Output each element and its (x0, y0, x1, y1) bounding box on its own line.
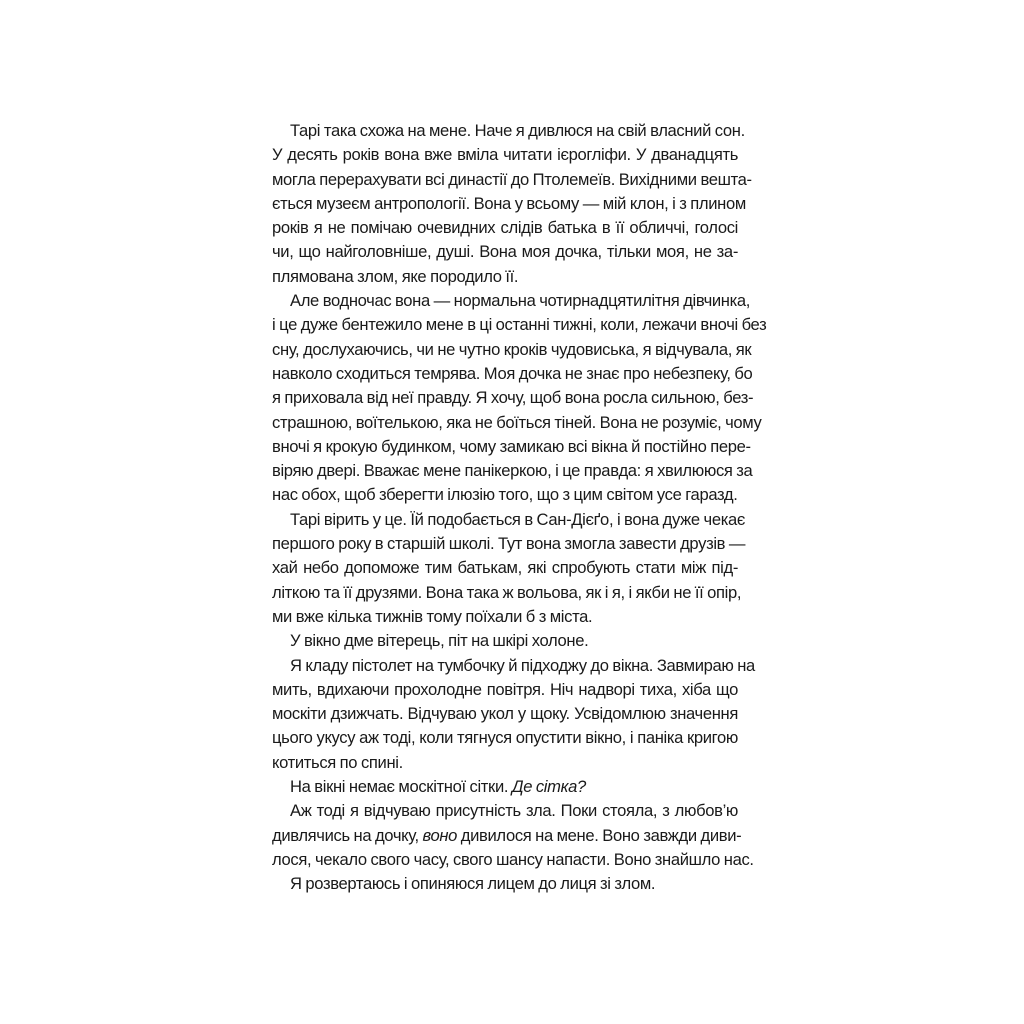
text-line: навколо сходиться темрява. Моя дочка не знає про небезпеку, бо (272, 363, 753, 383)
text-line: ється музеєм антропології. Вона у всьому — мій клон, і з плином (272, 193, 746, 213)
text-line: вночі я крокую будинком, чому замикаю всі вікна й постійно пере- (272, 436, 751, 456)
text-line: нас обох, щоб зберегти ілюзію того, що з цим світом усе гаразд. (272, 485, 738, 505)
text-line: я приховала від неї правду. Я хочу, щоб вона росла сильною, без- (272, 388, 754, 408)
text-line (272, 775, 738, 799)
text-segment: дивилося на мене. Воно завжди диви- (457, 825, 742, 845)
text-line: Я кладу пістолет на тумбочку й підходжу до вікна. Завмираю на (290, 655, 755, 675)
text-line: сну, дослухаючись, чи не чутно кроків чудовиська, я відчувала, як (272, 339, 752, 359)
book-page-text (272, 119, 767, 897)
text-line: чи, що найголовніше, душі. Вона моя дочка, тільки моя, не за- (272, 242, 738, 262)
text-line: котиться по спині. (272, 752, 403, 772)
text-segment: На вікні немає москітної сітки. (290, 777, 512, 797)
paragraph-1 (272, 119, 752, 289)
text-line: У вікно дме вітерець, піт на шкірі холоне. (290, 631, 589, 651)
paragraph-8 (272, 872, 738, 896)
paragraph-4 (272, 629, 738, 653)
text-line: Я розвертаюсь і опиняюся лицем до лиця зі злом. (290, 874, 656, 894)
text-line: москіти дзижчать. Відчуваю укол у щоку. Усвідомлюю значення (272, 704, 738, 724)
text-line: мить, вдихаючи прохолодне повітря. Ніч надворі тиха, хіба що (272, 679, 738, 699)
italic-text-segment: воно (422, 825, 458, 845)
text-segment: лося, чекало свого часу, свого шансу напасти. Воно знайшло нас. (272, 849, 754, 869)
text-line: першого року в старшій школі. Тут вона змогла завести друзів — (272, 534, 746, 554)
paragraph-3 (272, 508, 746, 629)
text-line: і це дуже бентежило мене в ці останні тижні, коли, лежачи вночі без (272, 315, 767, 335)
text-segment: дивлячись на дочку, (272, 825, 423, 845)
text-line: років я не помічаю очевидних слідів батька в її обличчі, голосі (272, 218, 738, 238)
text-line: У десять років вона вже вміла читати ієрогліфи. У дванадцять (272, 145, 738, 165)
text-line: ми вже кілька тижнів тому поїхали б з міста. (272, 606, 593, 626)
text-line (272, 848, 754, 872)
text-line: могла перерахувати всі династії до Птолемеїв. Вихідними вешта- (272, 169, 752, 189)
paragraph-5 (272, 654, 755, 775)
text-line: Але водночас вона — нормальна чотирнадцятилітня дівчинка, (290, 291, 751, 311)
text-line: плямована злом, яке породило її. (272, 266, 519, 286)
text-line: Тарі така схожа на мене. Наче я дивлюся на свій власний сон. (290, 121, 745, 140)
text-line: Тарі вірить у це. Їй подобається в Сан-Дієґо, і вона дуже чекає (290, 509, 745, 529)
text-line: віряю двері. Вважає мене панікеркою, і це правда: я хвилююся за (272, 461, 753, 481)
paragraph-6 (272, 775, 738, 799)
text-line: хай небо допоможе тим батькам, які спробують стати між під- (272, 558, 738, 578)
text-line: цього укусу аж тоді, коли тягнуся опустити вікно, і паніка кригою (272, 728, 738, 748)
italic-text-segment: Де сітка? (511, 777, 586, 797)
text-segment: Аж тоді я відчуваю присутність зла. Поки стояла, з любов’ю (290, 801, 738, 821)
paragraph-2 (272, 289, 767, 508)
text-line (272, 824, 742, 848)
paragraph-7 (272, 799, 754, 872)
text-line: літкою та її друзями. Вона така ж вольова, як і я, і якби не її опір, (272, 582, 742, 602)
text-line (272, 799, 738, 823)
text-line: страшною, воїтелькою, яка не боїться тіней. Вона не розуміє, чому (272, 412, 762, 432)
